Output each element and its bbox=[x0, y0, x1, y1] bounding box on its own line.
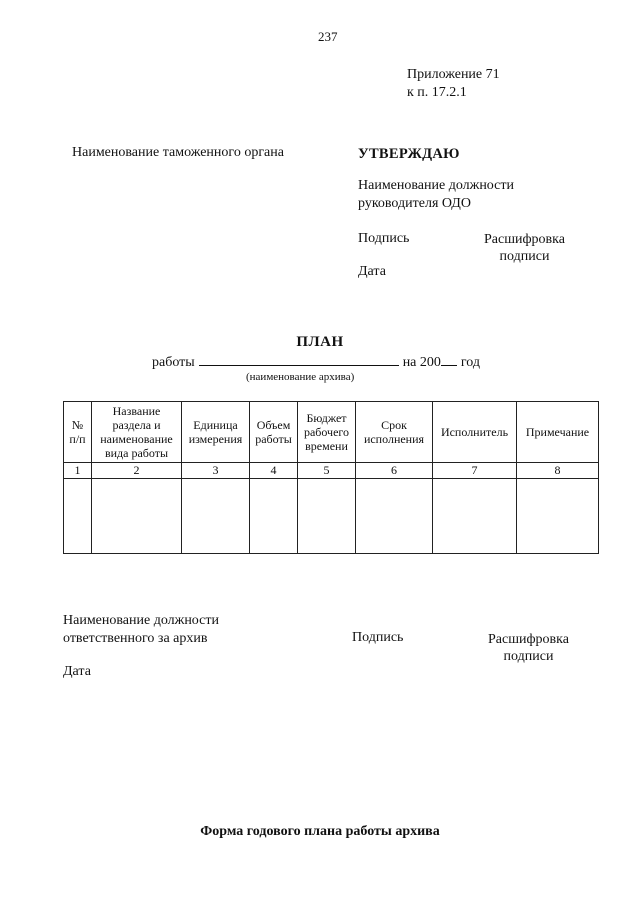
customs-organ-label: Наименование таможенного органа bbox=[72, 145, 284, 160]
header-line: Название bbox=[112, 404, 161, 418]
appendix-reference bbox=[407, 66, 500, 102]
approval-signature-label: Подпись bbox=[358, 231, 410, 246]
header-line: работы bbox=[255, 432, 292, 446]
approval-position-line2: руководителя ОДО bbox=[358, 196, 471, 211]
approval-title: УТВЕРЖДАЮ bbox=[358, 146, 460, 162]
appendix-number: Приложение 71 bbox=[407, 67, 500, 82]
responsible-decoding-line2: подписи bbox=[503, 649, 554, 664]
header-line: вида работы bbox=[104, 446, 169, 460]
responsible-position bbox=[63, 612, 219, 648]
year-blank bbox=[441, 353, 457, 366]
table-cell bbox=[433, 479, 517, 554]
responsible-date-label: Дата bbox=[63, 664, 91, 679]
approval-position bbox=[358, 177, 514, 213]
plan-title: ПЛАН bbox=[296, 334, 344, 350]
header-line: Срок bbox=[381, 418, 407, 432]
column-number-row bbox=[64, 463, 599, 479]
work-prefix: работы bbox=[152, 355, 195, 370]
header-line: п/п bbox=[69, 432, 86, 446]
table-cell bbox=[250, 479, 298, 554]
appendix-clause: к п. 17.2.1 bbox=[407, 85, 467, 100]
form-caption: Форма годового плана работы архива bbox=[200, 824, 440, 839]
header-line: раздела и bbox=[112, 418, 161, 432]
column-number: 7 bbox=[433, 463, 517, 479]
header-line: исполнения bbox=[363, 432, 425, 446]
table-cell bbox=[92, 479, 182, 554]
column-number: 2 bbox=[92, 463, 182, 479]
header-line: Примечание bbox=[525, 425, 590, 439]
header-line: наименование bbox=[100, 432, 173, 446]
responsible-signature-label: Подпись bbox=[352, 630, 404, 645]
page-number: 237 bbox=[318, 29, 338, 44]
column-number: 5 bbox=[298, 463, 356, 479]
column-number: 1 bbox=[64, 463, 92, 479]
col-header-executor bbox=[433, 402, 517, 463]
archive-name-caption: (наименование архива) bbox=[246, 371, 355, 383]
header-line: Исполнитель bbox=[440, 425, 509, 439]
table-cell bbox=[517, 479, 599, 554]
col-header-note bbox=[517, 402, 599, 463]
approval-decoding-line1: Расшифровка bbox=[484, 232, 565, 247]
table-cell bbox=[182, 479, 250, 554]
header-line: времени bbox=[305, 439, 348, 453]
year-prefix: на 200 bbox=[402, 355, 441, 370]
year-suffix: год bbox=[460, 355, 481, 370]
plan-table bbox=[63, 401, 599, 554]
approval-date-label: Дата bbox=[358, 264, 386, 279]
approval-signature-decoding bbox=[484, 231, 565, 265]
header-line: Бюджет bbox=[306, 411, 347, 425]
approval-decoding-line2: подписи bbox=[499, 249, 550, 264]
plan-work-line bbox=[152, 353, 480, 371]
col-header-number bbox=[64, 402, 92, 463]
responsible-position-line1: Наименование должности bbox=[63, 613, 219, 628]
column-number: 4 bbox=[250, 463, 298, 479]
approval-position-line1: Наименование должности bbox=[358, 178, 514, 193]
column-number: 8 bbox=[517, 463, 599, 479]
header-line: № bbox=[71, 418, 84, 432]
table-cell bbox=[356, 479, 433, 554]
col-header-time-budget bbox=[298, 402, 356, 463]
responsible-signature-decoding bbox=[488, 631, 569, 665]
col-header-deadline bbox=[356, 402, 433, 463]
responsible-position-line2: ответственного за архив bbox=[63, 631, 208, 646]
table-header-row bbox=[64, 402, 599, 463]
column-number: 6 bbox=[356, 463, 433, 479]
column-number: 3 bbox=[182, 463, 250, 479]
table-cell bbox=[64, 479, 92, 554]
table-cell bbox=[298, 479, 356, 554]
header-line: измерения bbox=[188, 432, 243, 446]
header-line: Объем bbox=[256, 418, 291, 432]
col-header-volume bbox=[250, 402, 298, 463]
responsible-decoding-line1: Расшифровка bbox=[488, 632, 569, 647]
header-line: Единица bbox=[193, 418, 238, 432]
col-header-unit bbox=[182, 402, 250, 463]
table-row bbox=[64, 479, 599, 554]
archive-name-blank bbox=[199, 353, 399, 366]
col-header-section-name bbox=[92, 402, 182, 463]
header-line: рабочего bbox=[303, 425, 350, 439]
